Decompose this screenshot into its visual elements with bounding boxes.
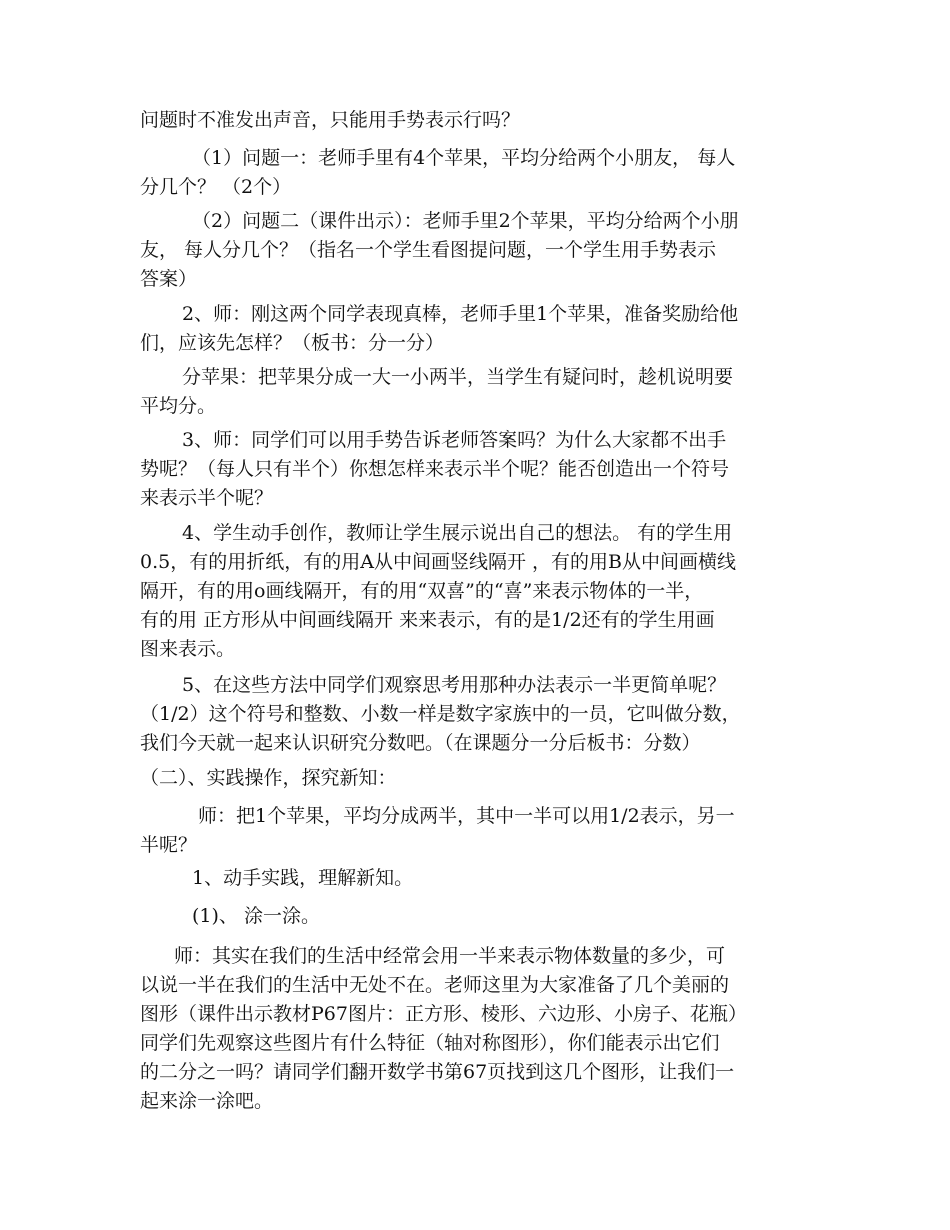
text-line: 师：把1个苹果，平均分成两半，其中一半可以用1/2表示，另一: [198, 805, 735, 827]
paragraph: [140, 300, 812, 358]
text-line: 问题时不准发出声音，只能用手势表示行吗？: [140, 109, 521, 131]
text-line: 2、师：刚这两个同学表现真棒，老师手里1个苹果，准备奖励给他: [182, 303, 739, 325]
paragraph: [140, 144, 812, 202]
section-heading: [140, 764, 812, 793]
text-line: 3、师：同学们可以用手势告诉老师答案吗？为什么大家都不出手: [182, 429, 727, 451]
text-line: 平均分。: [140, 395, 217, 417]
text-line: 1、动手实践，理解新知。: [192, 867, 414, 889]
paragraph: [140, 207, 812, 294]
text-line: 师：其实在我们的生活中经常会用一半来表示物体数量的多少，可: [174, 945, 726, 967]
text-line: （1/2）这个符号和整数、小数一样是数字家族中的一员，它叫做分数，: [140, 703, 741, 725]
text-line: 分苹果：把苹果分成一大一小两半，当学生有疑问时，趁机说明要: [182, 366, 734, 388]
text-line: 以说一半在我们的生活中无处不在。老师这里为大家准备了几个美丽的: [140, 974, 730, 996]
text-line: 同学们先观察这些图片有什么特征（轴对称图形），你们能表示出它们: [140, 1032, 720, 1054]
text-line: 4、学生动手创作，教师让学生展示说出自己的想法。 有的学生用: [182, 522, 733, 544]
text-line: 隔开，有的用o画线隔开，有的用“双喜”的“喜”来表示物体的一半，: [140, 580, 704, 602]
text-line: （1）问题一：老师手里有4个苹果，平均分给两个小朋友， 每人: [192, 147, 736, 169]
paragraph: [140, 802, 812, 860]
text-line: 图形（课件出示教材P67图片：正方形、棱形、六边形、小房子、花瓶）: [140, 1003, 747, 1025]
paragraph: [140, 671, 812, 758]
text-line: (1)、 涂一涂。: [192, 905, 320, 927]
paragraph: [140, 363, 812, 421]
text-line: 的二分之一吗？请同学们翻开数学书第67页找到这几个图形，让我们一: [140, 1061, 735, 1083]
paragraph: [140, 426, 812, 513]
text-line: 有的用 正方形从中间画线隔开 来来表示，有的是1/2还有的学生用画: [140, 609, 715, 631]
text-line: 友， 每人分几个？（指名一个学生看图提问题，一个学生用手势表示: [140, 239, 717, 261]
paragraph: [140, 942, 812, 1116]
text-line: 分几个？ （2个）: [140, 176, 292, 198]
text-line: 图来表示。: [140, 638, 236, 660]
paragraph: [140, 902, 812, 931]
text-line: 答案）: [140, 268, 198, 290]
text-line: （二）、实践操作，探究新知：: [140, 767, 397, 789]
paragraph: [140, 519, 812, 664]
text-line: 起来涂一涂吧。: [140, 1090, 274, 1112]
text-line: （2）问题二（课件出示）：老师手里2个苹果，平均分给两个小朋: [192, 210, 739, 232]
text-line: 半呢？: [140, 834, 198, 856]
text-line: 5、在这些方法中同学们观察思考用那种办法表示一半更简单呢？: [182, 674, 727, 696]
text-line: 我们今天就一起来认识研究分数吧。（在课题分一分后板书：分数）: [140, 732, 701, 754]
text-line: 0.5，有的用折纸，有的用A从中间画竖线隔开 ，有的用B从中间画横线: [140, 551, 736, 573]
text-line: 来表示半个呢？: [140, 487, 274, 509]
text-line: 势呢？（每人只有半个）你想怎样来表示半个呢？能否创造出一个符号: [140, 458, 730, 480]
paragraph: [140, 864, 812, 893]
paragraph: [140, 106, 812, 135]
text-line: 们，应该先怎样？（板书：分一分）: [140, 332, 445, 354]
